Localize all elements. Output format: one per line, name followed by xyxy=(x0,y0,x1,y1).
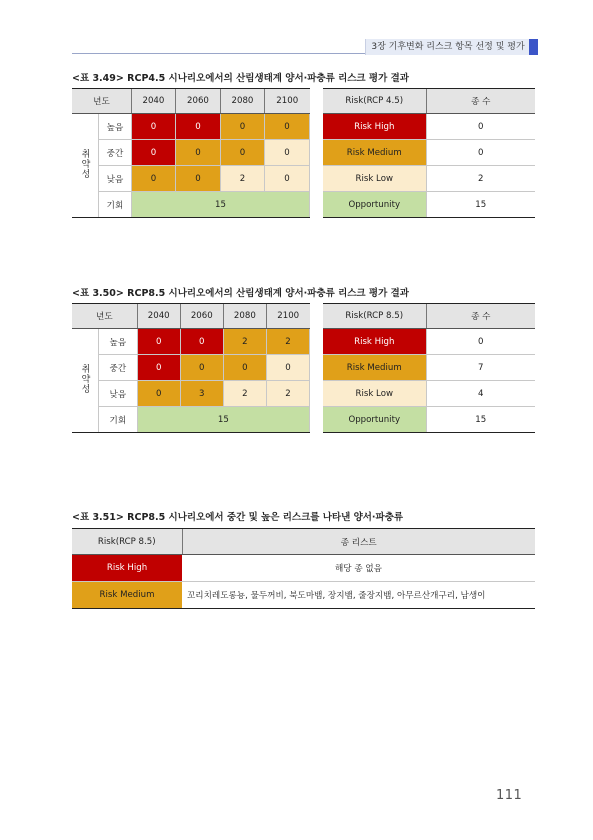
risk-cell: 0 xyxy=(264,140,309,166)
species-count: 0 xyxy=(426,329,535,355)
risk-cell: 2 xyxy=(223,329,266,355)
species-count: 4 xyxy=(426,381,535,407)
risk-high-label: Risk High xyxy=(323,329,426,355)
table3-header: 종 리스트 xyxy=(182,529,535,555)
summary-header: Risk(RCP 4.5) xyxy=(323,89,426,114)
level-label: 중간 xyxy=(99,355,138,381)
vulnerability-label: 취약성 xyxy=(72,329,99,433)
risk-cell: 0 xyxy=(264,114,309,140)
risk-medium-label: Risk Medium xyxy=(323,355,426,381)
risk-cell: 0 xyxy=(175,166,220,192)
level-label: 낮음 xyxy=(99,166,132,192)
vulnerability-label: 취약성 xyxy=(72,114,99,218)
risk-cell: 0 xyxy=(137,329,180,355)
risk-cell: 0 xyxy=(131,114,175,140)
risk-cell: 0 xyxy=(180,355,223,381)
risk-cell: 0 xyxy=(180,329,223,355)
risk-high-label: Risk High xyxy=(72,555,182,582)
table2-summary xyxy=(323,303,535,433)
year-cell: 2060 xyxy=(180,304,223,329)
table1-matrix xyxy=(72,88,310,218)
risk-cell: 2 xyxy=(220,166,264,192)
species-count: 0 xyxy=(426,114,535,140)
risk-cell: 3 xyxy=(180,381,223,407)
table2-matrix xyxy=(72,303,310,433)
summary-header: Risk(RCP 8.5) xyxy=(323,304,426,329)
risk-cell: 0 xyxy=(131,166,175,192)
risk-cell: 0 xyxy=(175,114,220,140)
risk-cell: 0 xyxy=(131,140,175,166)
page-number: 111 xyxy=(496,788,523,803)
table1-summary xyxy=(323,88,535,218)
risk-cell: 0 xyxy=(175,140,220,166)
level-label: 낮음 xyxy=(99,381,138,407)
species-count: 15 xyxy=(426,192,535,218)
table2-caption: <표 3.50> RCP8.5 시나리오에서의 산림생태계 양서·파충류 리스크 평가 결과 xyxy=(72,288,409,299)
risk-medium-label: Risk Medium xyxy=(323,140,426,166)
risk-cell: 0 xyxy=(220,140,264,166)
species-count: 0 xyxy=(426,140,535,166)
year-cell: 2100 xyxy=(266,304,309,329)
opportunity-label: Opportunity xyxy=(323,192,426,218)
risk-cell: 2 xyxy=(266,329,309,355)
risk-cell: 0 xyxy=(137,381,180,407)
level-label: 높음 xyxy=(99,114,132,140)
risk-high-label: Risk High xyxy=(323,114,426,140)
risk-cell: 0 xyxy=(223,355,266,381)
summary-header: 종 수 xyxy=(426,304,535,329)
risk-low-label: Risk Low xyxy=(323,166,426,192)
opportunity-label: 기회 xyxy=(99,407,138,433)
header-accent-bar xyxy=(529,39,538,55)
opportunity-cell: 15 xyxy=(137,407,309,433)
risk-cell: 0 xyxy=(137,355,180,381)
table3-header: Risk(RCP 8.5) xyxy=(72,529,182,555)
species-count: 2 xyxy=(426,166,535,192)
species-list-cell: 해당 종 없음 xyxy=(182,555,535,582)
risk-cell: 2 xyxy=(266,381,309,407)
risk-cell: 2 xyxy=(223,381,266,407)
level-label: 높음 xyxy=(99,329,138,355)
opportunity-label: 기회 xyxy=(99,192,132,218)
year-cell: 2060 xyxy=(175,89,220,114)
summary-header: 종 수 xyxy=(426,89,535,114)
risk-cell: 0 xyxy=(220,114,264,140)
year-cell: 2040 xyxy=(131,89,175,114)
year-cell: 2040 xyxy=(137,304,180,329)
opportunity-label: Opportunity xyxy=(323,407,426,433)
species-count: 7 xyxy=(426,355,535,381)
species-list-cell: 꼬리치레도롱뇽, 물두꺼비, 북도마뱀, 장지뱀, 줄장지뱀, 아무르산개구리, 남생이 xyxy=(182,582,535,609)
year-header: 년도 xyxy=(72,89,131,114)
table1-caption: <표 3.49> RCP4.5 시나리오에서의 산림생태계 양서·파충류 리스크 평가 결과 xyxy=(72,73,409,84)
risk-cell: 0 xyxy=(264,166,309,192)
table3-caption: <표 3.51> RCP8.5 시나리오에서 중간 및 높은 리스크를 나타낸 양서·파충류 xyxy=(72,512,404,523)
risk-low-label: Risk Low xyxy=(323,381,426,407)
table3-species-list xyxy=(72,528,535,609)
year-header: 년도 xyxy=(72,304,137,329)
opportunity-cell: 15 xyxy=(131,192,309,218)
chapter-header: 3장 기후변화 리스크 항목 선정 및 평가 xyxy=(365,39,530,55)
risk-medium-label: Risk Medium xyxy=(72,582,182,609)
year-cell: 2080 xyxy=(220,89,264,114)
year-cell: 2100 xyxy=(264,89,309,114)
level-label: 중간 xyxy=(99,140,132,166)
year-cell: 2080 xyxy=(223,304,266,329)
risk-cell: 0 xyxy=(266,355,309,381)
species-count: 15 xyxy=(426,407,535,433)
